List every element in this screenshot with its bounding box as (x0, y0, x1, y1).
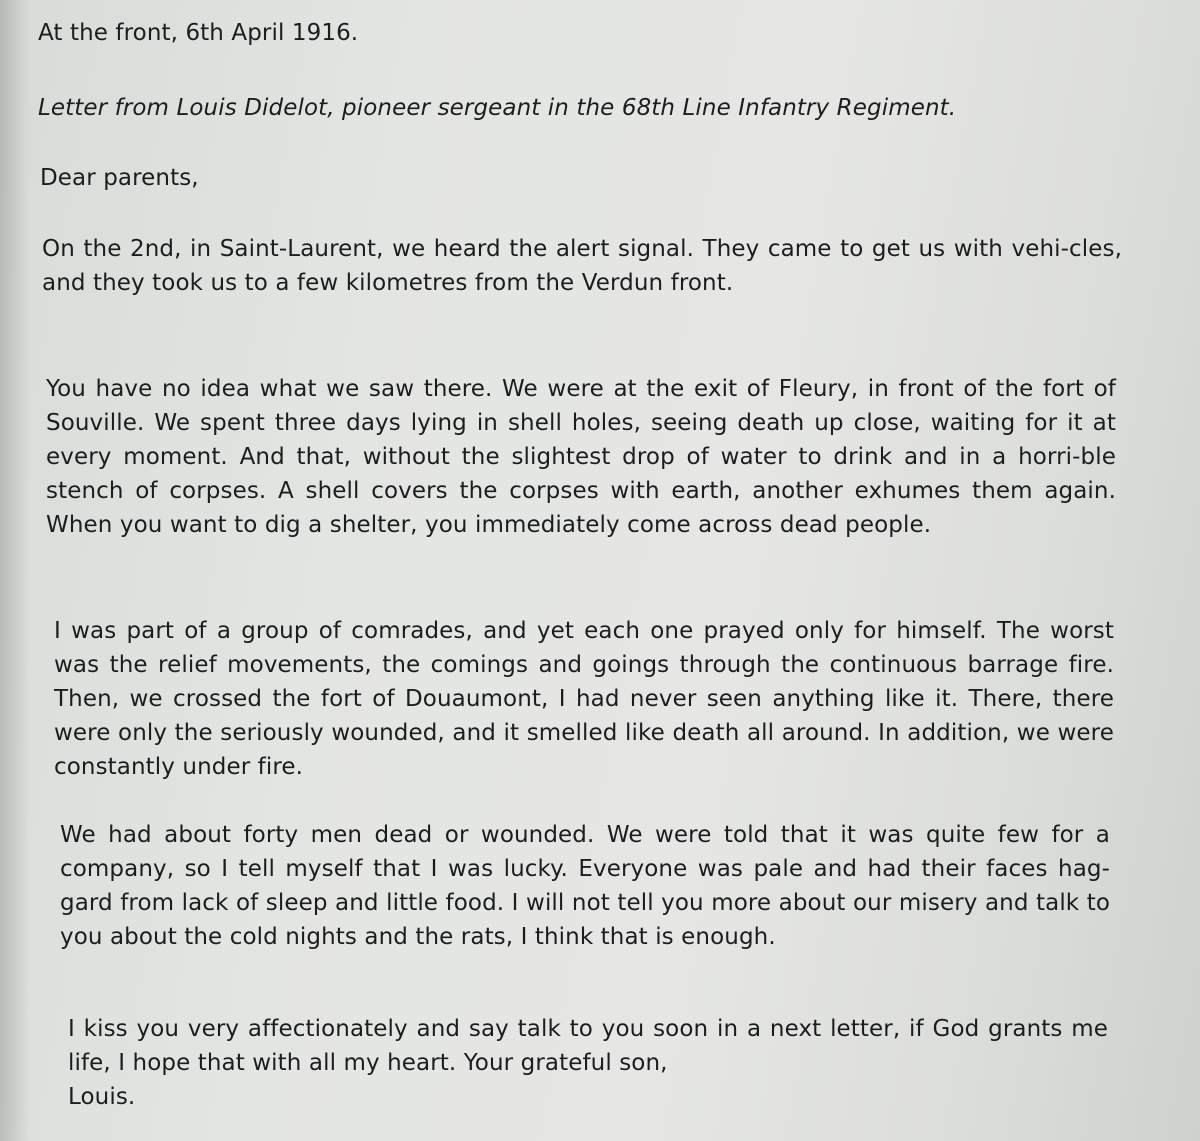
page-edge-shadow (0, 0, 30, 1141)
signature: Louis. (68, 1084, 136, 1110)
paragraph-4: We had about forty men dead or wounded. We were told that it was quite few for a company, so I tell myself that I was lucky. Everyone was pale and had their faces hag-gard from lack of sleep and little food. I will not tell you more about our misery and talk to you about the cold nights and the rats, I think that is enough. (60, 822, 1110, 950)
paragraph-2: You have no idea what we saw there. We were at the exit of Fleury, in front of the fort of Souville. We spent three days lying in shell holes, seeing death up close, waiting for it at every moment. And that, without the slightest drop of water to drink and in a horri-ble stench of corpses. A shell covers the corpses with earth, another exhumes them again. When you want to dig a shelter, you immediately come across dead people. (46, 376, 1116, 538)
letter-subtitle: Letter from Louis Didelot, pioneer sergeant in the 68th Line Infantry Regiment. (38, 95, 957, 121)
greeting: Dear parents, (40, 165, 199, 191)
paragraph-3: I was part of a group of comrades, and yet each one prayed only for himself. The worst was the relief movements, the comings and goings through the continuous barrage fire. Then, we crossed the fort of Douaumont, I had never seen anything like it. There, there were only the seriously wounded, and it smelled like death all around. In addition, we were constantly under fire. (54, 618, 1114, 780)
closing-text: I kiss you very affectionately and say talk to you soon in a next letter, if God grants me life, I hope that with all my heart. Your grateful son, (68, 1016, 1108, 1076)
dateline: At the front, 6th April 1916. (38, 20, 359, 46)
paragraph-1: On the 2nd, in Saint-Laurent, we heard the alert signal. They came to get us with vehi-cles, and they took us to a few kilometres from the Verdun front. (42, 236, 1122, 296)
closing-block (68, 1012, 1108, 1114)
